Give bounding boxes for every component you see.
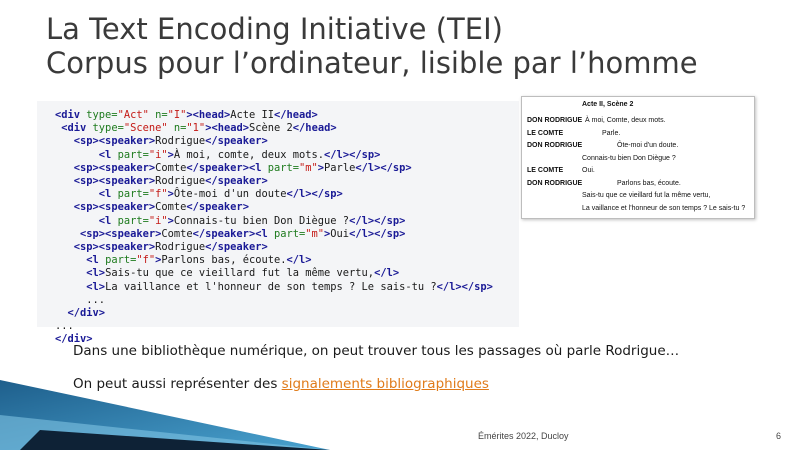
code-token: </speaker> — [186, 201, 249, 214]
code-line — [55, 188, 343, 200]
code-line — [55, 228, 405, 240]
code-token: <sp><speaker> — [73, 241, 156, 254]
code-token — [55, 162, 74, 174]
code-token: <sp><speaker> — [73, 135, 156, 148]
script-dialogue: La vaillance et l'honneur de son temps ? Le sais-tu ? — [582, 204, 746, 212]
code-token: part= — [267, 161, 299, 174]
code-token: <sp><speaker> — [73, 175, 156, 188]
code-token: Acte II — [230, 109, 275, 121]
decorative-swoosh — [0, 360, 330, 450]
code-token: </speaker> — [205, 241, 268, 254]
code-token: </speaker> — [205, 175, 268, 188]
script-speaker: LE COMTE — [527, 167, 564, 174]
code-token: part= — [105, 254, 137, 267]
slide-title-line-2: Corpus pour l’ordinateur, lisible par l’homme — [46, 46, 698, 80]
tei-xml-code — [55, 109, 493, 347]
caption-line-1: Dans une bibliothèque numérique, on peut trouver tous les passages où parle Rodrigue… — [73, 343, 680, 359]
code-token: </l> — [374, 267, 400, 280]
code-token — [55, 281, 86, 293]
code-token: > — [186, 109, 193, 121]
script-dialogue: Oui. — [582, 167, 595, 174]
code-token: "Act" — [117, 109, 149, 121]
code-token: Comte — [155, 161, 187, 174]
code-token: Comte — [155, 201, 187, 214]
code-token — [55, 215, 99, 227]
code-line — [55, 122, 337, 134]
code-line — [55, 307, 105, 319]
code-token: > — [167, 148, 174, 161]
code-token: <l — [98, 188, 118, 201]
code-token: </l></sp> — [349, 227, 406, 240]
script-dialogue: Connais-tu bien Don Diègue ? — [582, 154, 676, 162]
code-token: > — [167, 214, 174, 227]
play-script-panel — [521, 96, 755, 219]
code-token: > — [324, 227, 331, 240]
code-token: part= — [117, 188, 149, 201]
tei-code-panel — [37, 101, 519, 346]
code-token — [55, 175, 74, 187]
code-token: > — [205, 122, 212, 135]
code-token: > — [167, 188, 174, 201]
code-token — [55, 241, 74, 253]
code-line — [55, 175, 268, 187]
code-line — [55, 109, 318, 121]
code-token: ... — [55, 320, 74, 333]
code-token: Parlons bas, écoute. — [161, 254, 287, 267]
code-token: Rodrigue — [155, 241, 206, 254]
code-line — [55, 149, 380, 161]
code-line — [55, 241, 268, 253]
code-token — [55, 149, 99, 161]
code-token: <div — [55, 109, 87, 121]
code-token: "i" — [148, 148, 168, 161]
script-dialogue: À moi, Comte, deux mots. — [585, 117, 666, 124]
script-dialogue: Parlons bas, écoute. — [617, 179, 681, 187]
code-token — [55, 267, 86, 279]
code-token: <l — [98, 214, 118, 227]
code-token: "I" — [167, 109, 187, 121]
code-line — [55, 267, 399, 279]
code-token: <head> — [192, 109, 231, 121]
code-token: > — [317, 161, 325, 174]
code-token: </speaker><l — [186, 161, 268, 174]
code-token: Parle — [324, 161, 356, 174]
script-speaker: LE COMTE — [527, 129, 564, 137]
code-line — [55, 294, 105, 306]
code-token: part= — [273, 227, 306, 240]
code-token: </l> — [286, 254, 312, 267]
script-dialogue: Sais-tu que ce vieillard fut la même vertu, — [582, 192, 711, 199]
code-token: </div> — [55, 333, 93, 346]
code-token: "Scene" — [123, 122, 168, 135]
code-token: Sais-tu que ce vieillard fut la même vertu, — [105, 267, 375, 280]
code-token: part= — [117, 214, 149, 227]
code-token — [55, 135, 74, 147]
code-token: > — [155, 254, 162, 267]
code-token: </head> — [292, 122, 337, 135]
code-token: type= — [92, 122, 124, 135]
script-speaker: DON RODRIGUE — [527, 142, 583, 149]
code-line — [55, 201, 249, 213]
slide-title — [46, 12, 698, 80]
code-token: <head> — [211, 122, 249, 135]
slide-title-line-1: La Text Encoding Initiative (TEI) — [46, 12, 503, 46]
code-token: </l></sp> — [355, 161, 412, 174]
code-token: "m" — [305, 227, 325, 240]
code-token: "f" — [148, 188, 168, 201]
code-token: <l — [98, 148, 118, 161]
code-token: Rodrigue — [155, 175, 206, 188]
code-token: <div — [61, 122, 93, 135]
code-token: </l></sp> — [436, 280, 493, 293]
code-line — [55, 320, 74, 332]
code-token — [55, 188, 99, 200]
code-token: "i" — [148, 214, 168, 227]
code-token: n= — [148, 109, 168, 121]
code-token: ... — [55, 293, 106, 306]
page-number: 6 — [776, 431, 782, 441]
code-token: Oui — [330, 227, 350, 240]
code-token: Connais-tu bien Don Diègue ? — [173, 214, 350, 227]
code-token: </speaker> — [205, 135, 268, 148]
bibliographic-link[interactable]: signalements bibliographiques — [281, 376, 489, 392]
code-token: <sp><speaker> — [73, 201, 156, 214]
code-token: Rodrigue — [155, 135, 206, 148]
code-token — [55, 254, 86, 266]
code-token: "1" — [186, 122, 206, 135]
scene-title: Acte II, Scène 2 — [582, 101, 634, 108]
code-token: À moi, comte, deux mots. — [173, 148, 325, 161]
code-token: Ôte-moi d'un doute — [173, 188, 287, 201]
code-token: </l></sp> — [324, 148, 381, 161]
code-line — [55, 215, 405, 227]
code-token: </head> — [274, 109, 318, 121]
caption-line-2-prefix: On peut aussi représenter des — [73, 376, 282, 392]
code-token: <sp><speaker> — [73, 161, 156, 174]
code-line — [55, 162, 412, 174]
code-token: <l> — [86, 267, 106, 280]
code-token: </l></sp> — [286, 188, 343, 201]
footer-credit: Émérites 2022, Ducloy — [478, 431, 569, 441]
code-token: </l></sp> — [349, 214, 406, 227]
code-token: type= — [86, 109, 118, 121]
code-line — [55, 135, 268, 147]
code-token: <sp><speaker> — [80, 227, 162, 240]
code-line — [55, 254, 312, 266]
code-token: <l> — [86, 280, 106, 293]
script-speaker: DON RODRIGUE — [527, 117, 583, 124]
code-line — [55, 281, 493, 293]
script-speaker: DON RODRIGUE — [527, 179, 583, 187]
code-token: n= — [167, 122, 187, 135]
code-token: "m" — [299, 161, 318, 174]
code-token: La vaillance et l'honneur de son temps ? Le sais-tu ? — [105, 280, 437, 293]
code-token: </speaker><l — [192, 227, 274, 240]
code-token: part= — [117, 148, 149, 161]
code-token — [55, 201, 74, 213]
code-token — [55, 228, 80, 240]
code-token: Scène 2 — [249, 122, 293, 135]
code-token: "f" — [136, 254, 156, 267]
code-token: <l — [86, 254, 106, 267]
code-token: </div> — [67, 307, 106, 320]
script-dialogue: Parle. — [602, 129, 621, 137]
code-token — [55, 307, 68, 319]
code-token: Comte — [161, 227, 193, 240]
script-dialogue: Ôte-moi d'un doute. — [617, 142, 679, 149]
